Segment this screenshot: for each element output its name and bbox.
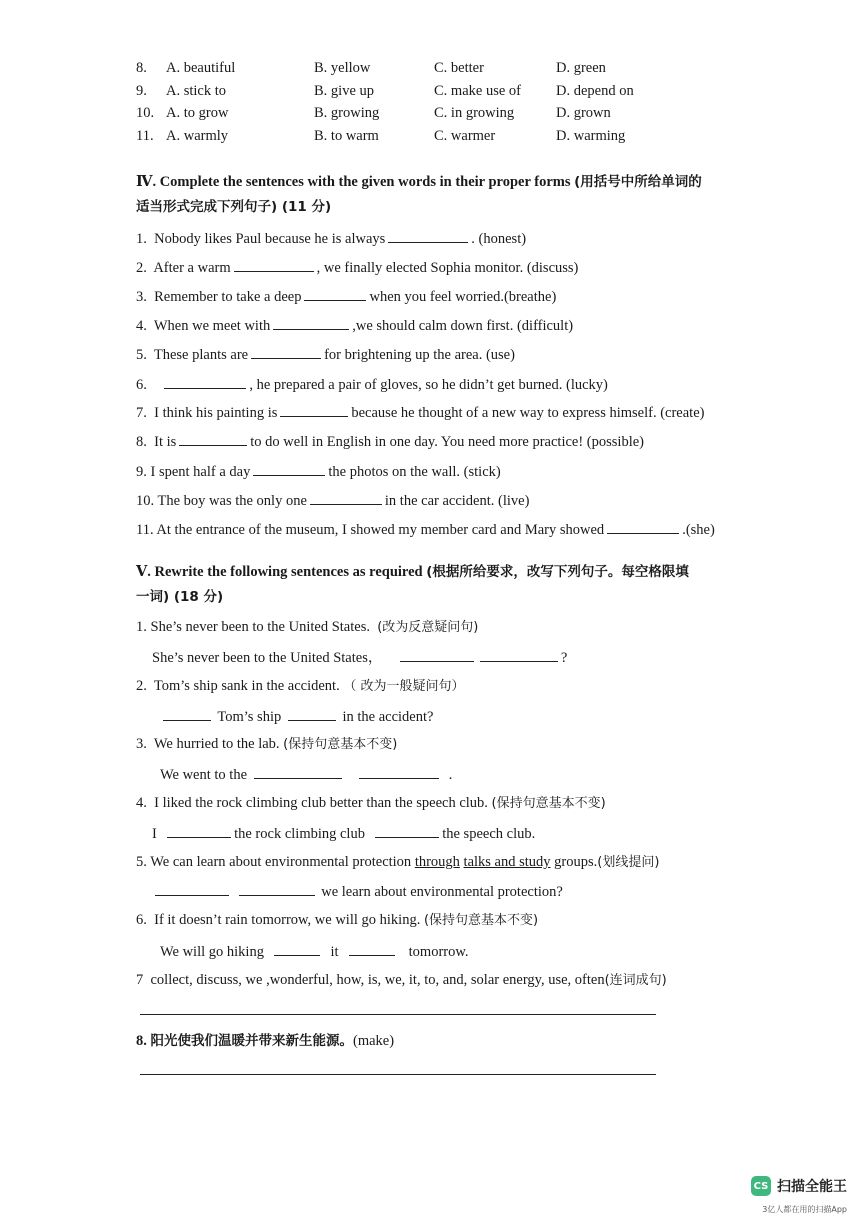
fill-in-item (136, 431, 644, 451)
question-text: We can learn about environmental protection (150, 854, 412, 870)
question-number: 6. (136, 912, 147, 928)
fill-in-item (136, 402, 704, 422)
section-5-title-cn: (根据所给要求，改写下列句子。每空格限填 (426, 564, 689, 580)
question-text: groups. (554, 854, 598, 870)
answer-line[interactable] (140, 1014, 656, 1015)
question-text: collect, discuss, we ,wonderful, how, is, we, it, to, and, solar energy, use, often (150, 972, 605, 988)
question-text: She’s never been to the United States. (150, 619, 370, 635)
rewrite-answer (160, 706, 433, 726)
item-text-before: I spent half a day (150, 464, 251, 480)
question-instruction: (保持句意基本不变) (283, 737, 398, 752)
item-text-before: Nobody likes Paul because he is always (154, 231, 386, 247)
rewrite-answer (160, 941, 469, 961)
rewrite-question (136, 851, 659, 871)
question-number: 8. (136, 1033, 147, 1049)
option-d: D. warming (556, 128, 626, 144)
item-number: 10. (136, 493, 155, 509)
item-text-before: The boy was the only one (157, 493, 307, 509)
rewrite-question (136, 909, 538, 929)
scanner-watermark (751, 1176, 847, 1196)
item-text-before: After a warm (153, 260, 231, 276)
answer-blank[interactable] (359, 764, 439, 779)
item-text-after: . (honest) (471, 231, 527, 247)
question-text: I liked the rock climbing club better than the speech club. (154, 795, 488, 811)
answer-blank[interactable] (253, 461, 325, 476)
question-instruction: (保持句意基本不变) (491, 796, 606, 811)
answer-blank[interactable] (607, 519, 679, 534)
item-number: 7. (136, 405, 147, 421)
rewrite-answer (160, 764, 452, 784)
answer-prefix: She’s never been to the United States， (152, 650, 383, 666)
rewrite-question (136, 969, 667, 989)
option-c: C. better (434, 60, 484, 76)
answer-blank[interactable] (480, 647, 558, 662)
question-instruction: (保持句意基本不变) (423, 913, 539, 928)
item-text-after: .(she) (682, 522, 715, 538)
item-number: 6. (136, 377, 147, 393)
item-number: 9. (136, 464, 147, 480)
fill-in-item (136, 315, 573, 335)
underlined-text: talks and study (463, 854, 551, 870)
answer-blank[interactable] (349, 941, 395, 956)
item-number: 8. (136, 434, 147, 450)
option-c: C. make use of (434, 83, 521, 99)
answer-suffix: tomorrow. (408, 944, 469, 960)
item-text-before: It is (154, 434, 177, 450)
answer-suffix: in the accident? (342, 709, 434, 725)
question-text: 阳光使我们温暖并带来新生能源。 (150, 1033, 353, 1049)
item-number: 4. (136, 318, 147, 334)
question-number: 5. (136, 854, 147, 870)
item-text-after: the photos on the wall. (stick) (328, 464, 501, 480)
item-number: 5. (136, 347, 147, 363)
answer-blank[interactable] (155, 881, 229, 896)
fill-in-item (136, 490, 529, 510)
answer-blank[interactable] (163, 706, 211, 721)
answer-blank[interactable] (251, 344, 321, 359)
answer-suffix: we learn about environmental protection? (321, 884, 563, 900)
answer-blank[interactable] (164, 374, 246, 389)
answer-blank[interactable] (304, 286, 366, 301)
answer-line[interactable] (140, 1074, 656, 1075)
question-number: 9. (136, 83, 147, 99)
question-number: 3. (136, 736, 147, 752)
rewrite-question (136, 1029, 394, 1050)
item-text-after: ,we should calm down first. (difficult) (352, 318, 574, 334)
section-4-heading-cont: 适当形式完成下列句子) (11 分) (136, 199, 332, 215)
item-text-after: for brightening up the area. (use) (324, 347, 515, 363)
scanner-brand-tagline: 3亿人都在用的扫描App (762, 1205, 847, 1214)
question-number: 4. (136, 795, 147, 811)
fill-in-item (136, 374, 608, 394)
fill-in-item (136, 519, 715, 539)
answer-suffix: . (448, 767, 453, 783)
rewrite-question (136, 733, 397, 753)
answer-blank[interactable] (375, 823, 439, 838)
rewrite-question (136, 675, 464, 695)
option-a: A. stick to (166, 83, 227, 99)
section-5-title-en: Ⅴ. Rewrite the following sentences as required (136, 564, 423, 580)
question-number: 1. (136, 619, 147, 635)
item-number: 11. (136, 522, 154, 538)
mcq-row (136, 60, 736, 82)
question-number: 8. (136, 60, 147, 76)
question-number: 11. (136, 128, 154, 144)
option-d: D. depend on (556, 83, 634, 99)
answer-suffix: ? (560, 650, 568, 666)
question-instruction: (改为反意疑问句) (377, 620, 479, 635)
item-text-after: when you feel worried.(breathe) (369, 289, 557, 305)
option-a: A. warmly (166, 128, 229, 144)
fill-in-item (136, 286, 556, 306)
answer-blank[interactable] (280, 402, 348, 417)
answer-blank[interactable] (167, 823, 231, 838)
item-number: 3. (136, 289, 147, 305)
answer-blank[interactable] (288, 706, 336, 721)
mcq-row (136, 128, 736, 150)
item-text-after: , he prepared a pair of gloves, so he didn’t get burned. (lucky) (249, 377, 608, 393)
answer-blank[interactable] (400, 647, 474, 662)
answer-middle: Tom’s ship (217, 709, 282, 725)
rewrite-answer (152, 646, 567, 667)
item-text-before: These plants are (153, 347, 249, 363)
scanner-logo-icon: CS (751, 1176, 771, 1196)
item-text-before: When we meet with (153, 318, 271, 334)
option-a: A. to grow (166, 105, 229, 121)
option-c: C. warmer (434, 128, 496, 144)
question-instruction: (make) (353, 1033, 395, 1049)
answer-suffix: the speech club. (442, 826, 536, 842)
item-text-after: in the car accident. (live) (384, 493, 530, 509)
option-b: B. yellow (314, 60, 371, 76)
item-text-before: I think his painting is (154, 405, 278, 421)
rewrite-answer (152, 881, 563, 901)
option-c: C. in growing (434, 105, 515, 121)
question-instruction: （ 改为一般疑问句） (343, 679, 465, 694)
answer-blank[interactable] (388, 228, 468, 243)
answer-blank[interactable] (254, 764, 342, 779)
fill-in-item (136, 461, 501, 481)
fill-in-item (136, 257, 578, 277)
item-text-after: because he thought of a new way to express himself. (create) (351, 405, 705, 421)
question-instruction: (划线提问) (597, 855, 660, 870)
section-4-heading (136, 171, 702, 193)
section-4-title-cn: (用括号中所给单词的 (574, 174, 702, 190)
section-4-title-en: Ⅳ. Complete the sentences with the given words in their proper forms (136, 174, 571, 190)
answer-blank[interactable] (239, 881, 315, 896)
answer-middle: it (330, 944, 339, 960)
rewrite-question (136, 792, 606, 812)
answer-blank[interactable] (179, 431, 247, 446)
answer-prefix: We will go hiking (160, 944, 264, 960)
answer-blank[interactable] (234, 257, 314, 272)
underlined-text: through (414, 854, 460, 870)
question-text: If it doesn’t rain tomorrow, we will go hiking. (154, 912, 421, 928)
item-text-after: , we finally elected Sophia monitor. (discuss) (316, 260, 579, 276)
question-number: 2. (136, 678, 147, 694)
mcq-row (136, 105, 736, 127)
question-instruction: (连词成句) (604, 973, 667, 988)
option-b: B. growing (314, 105, 380, 121)
option-b: B. give up (314, 83, 375, 99)
answer-prefix: I (152, 826, 157, 842)
rewrite-question (136, 616, 478, 636)
question-text: We hurried to the lab. (153, 736, 280, 752)
section-5-heading-cont: 一词) (18 分) (136, 589, 224, 605)
section-5-heading (136, 561, 689, 583)
question-number: 7 (136, 972, 144, 988)
item-text-before: At the entrance of the museum, I showed my member card and Mary showed (156, 522, 605, 538)
question-text: Tom’s ship sank in the accident. (153, 678, 340, 694)
fill-in-item (136, 344, 515, 364)
item-number: 2. (136, 260, 147, 276)
option-a: A. beautiful (166, 60, 236, 76)
item-text-after: to do well in English in one day. You need more practice! (possible) (250, 434, 644, 450)
answer-blank[interactable] (310, 490, 382, 505)
option-d: D. green (556, 60, 606, 76)
question-number: 10. (136, 105, 155, 121)
fill-in-item (136, 228, 526, 248)
rewrite-answer (152, 823, 535, 843)
option-b: B. to warm (314, 128, 379, 144)
scanner-brand-name: 扫描全能王 (777, 1179, 847, 1195)
mcq-row (136, 83, 736, 105)
answer-blank[interactable] (273, 315, 349, 330)
answer-prefix: We went to the (160, 767, 248, 783)
item-text-before: Remember to take a deep (154, 289, 302, 305)
answer-blank[interactable] (274, 941, 320, 956)
option-d: D. grown (556, 105, 611, 121)
answer-middle: the rock climbing club (234, 826, 365, 842)
item-number: 1. (136, 231, 147, 247)
